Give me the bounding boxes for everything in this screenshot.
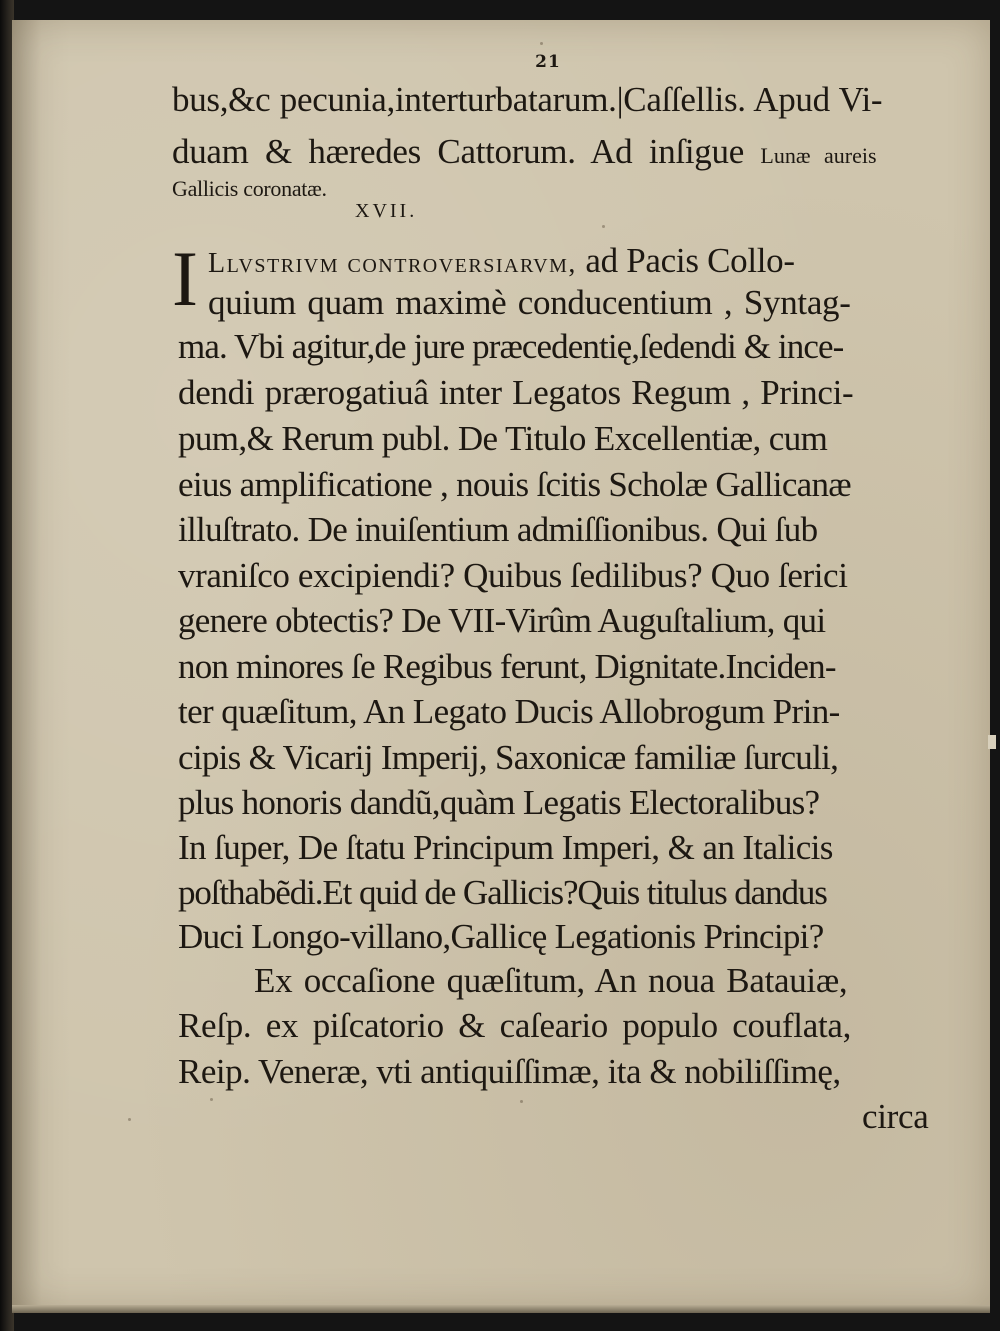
page-number: 21 xyxy=(535,52,561,72)
text-line-2-small: Lunæ aureis xyxy=(760,143,877,168)
entry-line-19: Reip. Veneræ, vti antiquiſſimæ, ita & nobiliſſimę, xyxy=(178,1052,841,1091)
entry-line-3: ma. Vbi agitur,de jure præcedentię,ſedendi & ince- xyxy=(178,327,844,366)
text-line-2 xyxy=(172,132,877,172)
entry-line-4: dendi prærogatiuâ inter Legatos Regum , Princi- xyxy=(178,373,854,412)
text-line-3: Gallicis coronatæ. xyxy=(172,176,327,201)
paper-speck xyxy=(128,1118,131,1121)
entry-line-10: non minores ſe Regibus ferunt, Dignitate.Inciden- xyxy=(178,647,836,686)
entry-line-18: Reſp. ex piſcatorio & caſeario populo couflata, xyxy=(178,1006,852,1045)
drop-capital: I xyxy=(172,235,198,322)
text-line-2-main: duam & hæredes Cattorum. Ad inſigue xyxy=(172,132,744,171)
entry-heading: XVII. xyxy=(355,200,418,222)
paper-speck xyxy=(602,225,605,228)
entry-line-14: In ſuper, De ſtatu Principum Imperi, & an Italicis xyxy=(178,828,833,867)
entry-line-9: genere obtectis? De VII-Virûm Auguſtalium, qui xyxy=(178,601,826,640)
paper-speck xyxy=(210,1098,213,1101)
entry-line-1-smallcaps: Llvstrivm controversiarvm, xyxy=(208,248,577,279)
entry-line-2: quium quam maximè conducentium , Syntag- xyxy=(208,283,851,322)
page-edge-mark xyxy=(988,735,996,749)
entry-line-1-rest: ad Pacis Collo- xyxy=(576,241,795,280)
entry-line-15: poſthabẽdi.Et quid de Gallicis?Quis titulus dandus xyxy=(178,873,827,912)
entry-line-6: eius amplificatione , nouis ſcitis Scholæ Gallicanæ xyxy=(178,465,851,504)
catchword: circa xyxy=(862,1097,929,1136)
entry-line-5: pum,& Rerum publ. De Titulo Excellentiæ, cum xyxy=(178,419,828,458)
page-bottom-edge xyxy=(12,1305,990,1313)
entry-line-1 xyxy=(208,241,795,281)
entry-line-11: ter quæſitum, An Legato Ducis Allobrogum Prin- xyxy=(178,692,840,731)
text-line-1: bus,&c pecunia,interturbatarum.|Caſſellis. Apud Vi- xyxy=(172,80,883,119)
entry-line-12: cipis & Vicarij Imperij, Saxonicæ familiæ ſurculi, xyxy=(178,738,839,777)
entry-line-17: Ex occaſione quæſitum, An noua Batauiæ, xyxy=(254,961,848,1000)
entry-line-7: illuſtrato. De inuiſentium admiſſionibus. Qui ſub xyxy=(178,510,818,549)
paper-speck xyxy=(520,1100,523,1103)
entry-line-16: Duci Longo-villano,Gallicę Legationis Principi? xyxy=(178,917,824,956)
entry-line-13: plus honoris dandũ,quàm Legatis Electoralibus? xyxy=(178,783,820,822)
entry-line-8: vraniſco excipiendi? Quibus ſedilibus? Quo ſerici xyxy=(178,556,848,595)
paper-speck xyxy=(540,42,543,45)
